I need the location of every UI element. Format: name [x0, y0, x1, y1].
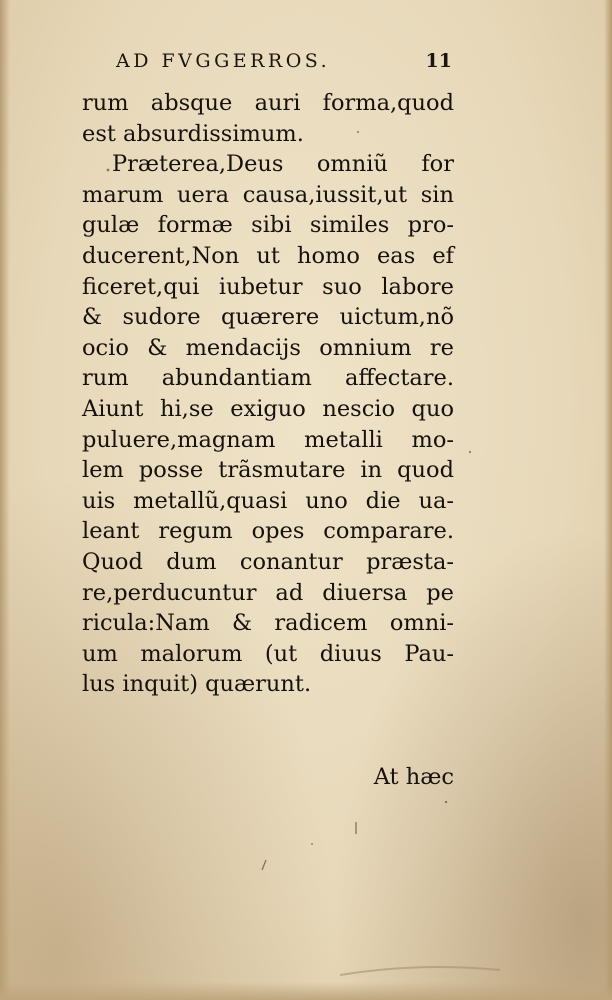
- folio-number: 11: [425, 50, 452, 72]
- bottom-crease: [340, 967, 500, 975]
- text-line: leant regum opes comparare.: [82, 518, 454, 545]
- running-title: AD FVGGERROS.: [116, 50, 331, 72]
- text-line: rum abundantiam affectare.: [82, 365, 454, 392]
- text-line: Aiunt hi,se exiguo nescio quo: [82, 395, 454, 422]
- speck: [262, 860, 266, 870]
- text-line: ricula:Nam & radicem omni-: [82, 610, 454, 637]
- text-line: & sudore quærere uictum,nõ: [82, 304, 454, 331]
- text-line: est absurdissimum.: [82, 120, 304, 147]
- text-line: um malorum (ut diuus Pau-: [82, 640, 454, 667]
- catchword: At hæc: [373, 764, 454, 790]
- speck: [469, 451, 471, 453]
- speck: [445, 801, 447, 803]
- text-line: ficeret,qui iubetur suo labore: [82, 273, 454, 300]
- text-line: ocio & mendacijs omnium re: [82, 334, 454, 361]
- text-line: lus inquit) quærunt.: [82, 671, 312, 698]
- text-line: Præterea,Deus omniũ for: [112, 151, 454, 178]
- text-line: gulæ formæ sibi similes pro-: [82, 212, 454, 239]
- text-line: puluere,magnam metalli mo-: [82, 426, 454, 453]
- text-line: lem posse trãsmutare in quod: [82, 457, 454, 484]
- body-text: [82, 88, 454, 700]
- text-line: uis metallũ,quasi uno die ua-: [82, 487, 454, 514]
- running-head: [116, 50, 452, 80]
- speck: [311, 843, 313, 845]
- text-line: re,perducuntur ad diuersa pe: [82, 579, 454, 606]
- text-line: Quod dum conantur præsta-: [82, 548, 454, 575]
- text-line: marum uera causa,iussit,ut sin: [82, 181, 454, 208]
- text-line: ducerent,Non ut homo eas ef: [82, 242, 454, 269]
- text-line: rum absque auri forma,quod: [82, 90, 454, 116]
